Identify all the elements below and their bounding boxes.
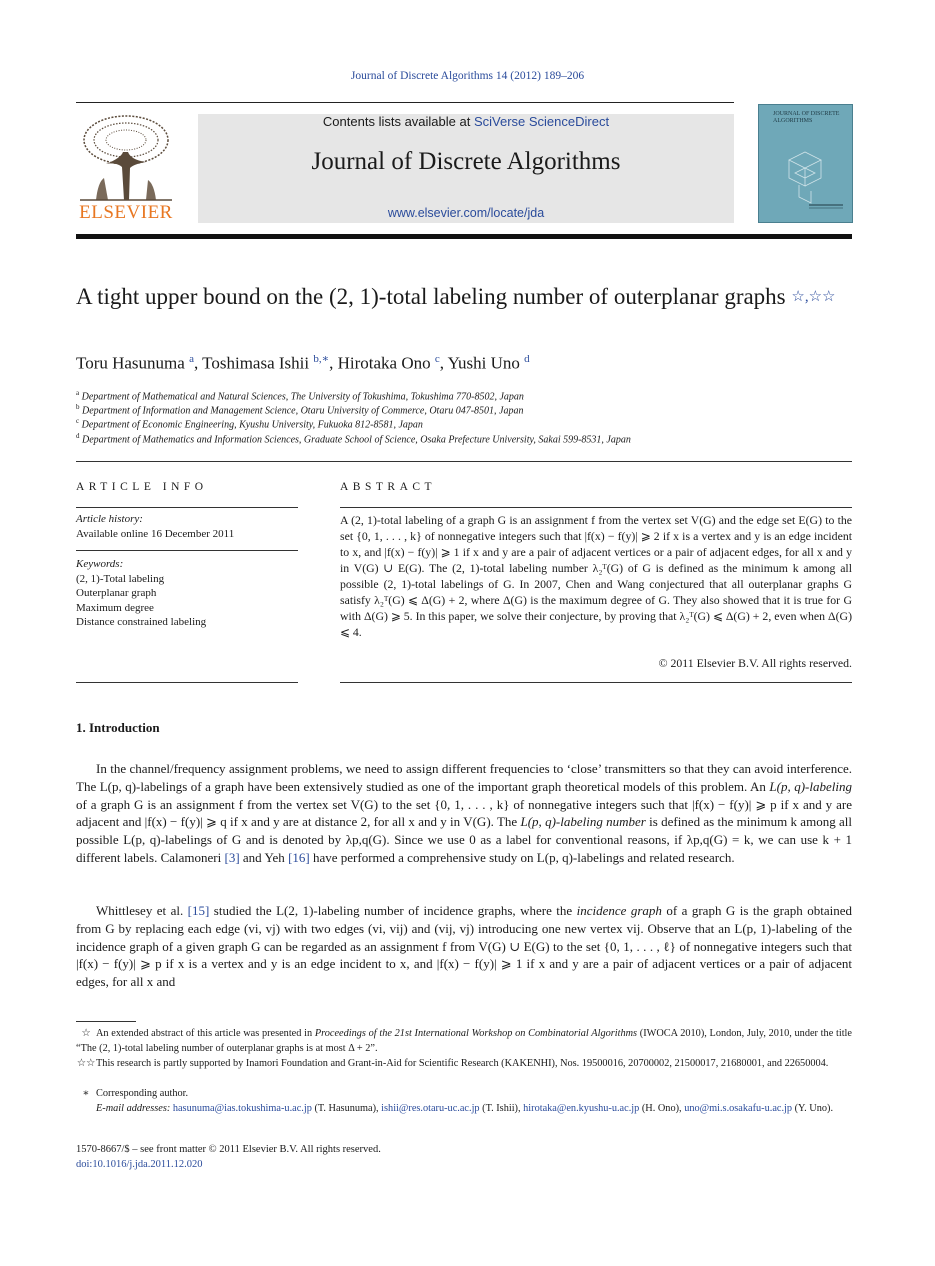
venue-name: Proceedings of the 21st International Workshop on Combinatorial Algorithms [314, 1028, 638, 1039]
paper-title-text: A tight upper bound on the (2, 1)-total labeling number of outerplanar graphs [76, 284, 786, 309]
author-name: Hirotaka Ono [337, 353, 431, 373]
email-link[interactable]: uno@mi.s.osakafu-u.ac.jp [684, 1103, 793, 1114]
journal-name: Journal of Discrete Algorithms [311, 148, 621, 175]
divider [76, 550, 298, 551]
text-run: An extended abstract of this article was presented in [96, 1028, 315, 1039]
affiliation-mark: b [76, 403, 80, 411]
elsevier-tree-icon [76, 112, 176, 202]
text-run: This research is partly supported by Inamori Foundation and Grant-in-Aid for Scientific Research (KAKENHI), Nos. 19500016, 20700002, 21500017, 21680001, and 22650004. [96, 1058, 829, 1069]
affiliation-b [76, 403, 852, 416]
author-affiliation-mark[interactable]: c [434, 353, 440, 365]
footnote-mark: ☆ [81, 1028, 91, 1039]
email-link[interactable]: hirotaka@en.kyushu-u.ac.jp [523, 1103, 640, 1114]
defined-term: L(p, q)-labeling [769, 778, 852, 794]
keyword: Maximum degree [76, 601, 154, 614]
history-label: Article history: [76, 513, 143, 525]
elsevier-wordmark: ELSEVIER [79, 202, 173, 223]
email-owner: (T. Ishii), [479, 1103, 524, 1114]
abstract-heading: ABSTRACT [340, 481, 437, 493]
author-name: Toshimasa Ishii [202, 353, 310, 373]
front-matter-line: 1570-8667/$ – see front matter © 2011 Elsevier B.V. All rights reserved. [76, 1144, 381, 1155]
history-value: Available online 16 December 2011 [76, 527, 235, 540]
author-affiliation-mark[interactable]: b,∗ [313, 353, 330, 365]
affiliation-text: Department of Economic Engineering, Kyushu University, Fukuoka 812-8581, Japan [81, 419, 423, 431]
elsevier-logo[interactable] [76, 112, 176, 224]
affiliation-mark: d [76, 432, 80, 440]
defined-term: L(p, q)-labeling number [520, 814, 646, 830]
text-run: Corresponding author. [96, 1088, 189, 1099]
text-run: In the channel/frequency assignment problems, we need to assign different frequencies to ‘close’ transmitters so that they can avoid interference. The L(p, q)-labelings of a graph have been extensively studied as one of the important graph theoretical models of this problem. An [76, 761, 852, 794]
affiliation-d [76, 432, 852, 445]
footnote-1 [76, 1026, 852, 1056]
text-run: have performed a comprehensive study on L(p, q)-labelings and related research. [309, 849, 735, 865]
affiliation-text: Department of Information and Management Science, Otaru University of Commerce, Otaru 047-8501, Japan [82, 405, 524, 417]
contents-prefix: Contents lists available at [322, 114, 474, 129]
author-affiliation-mark[interactable]: d [524, 353, 530, 365]
text-run: (IWOCA 2010), London, July, 2010, under the title “The (2, 1)-total labeling number of outerplanar graphs is at most Δ + 2”. [76, 1028, 852, 1054]
email-addresses [76, 1101, 852, 1116]
keywords-label: Keywords: [76, 558, 124, 570]
affiliation-mark: a [76, 389, 80, 397]
cover-cube-graphic [759, 105, 852, 222]
intro-paragraph-2 [76, 902, 852, 991]
footnote-2 [76, 1056, 852, 1071]
affiliation-text: Department of Mathematics and Information Sciences, Graduate School of Science, Osaka Prefecture University, Sakai 599-8531, Japan [82, 434, 631, 446]
email-label: E-mail addresses: [96, 1103, 171, 1114]
footnote-3 [76, 1086, 852, 1101]
journal-url-link[interactable]: www.elsevier.com/locate/jda [387, 206, 545, 220]
article-info-heading: ARTICLE INFO [76, 481, 208, 493]
divider [76, 507, 298, 508]
divider [76, 682, 298, 683]
email-owner: (Y. Uno). [792, 1103, 834, 1114]
divider [340, 507, 852, 508]
author-list: Toru Hasunuma $^a$, Toshimasa Ishii $^{b,∗}$, Hirotaka Ono $^c$, Yushi Uno $^d$ [76, 353, 530, 373]
header-rule [76, 102, 734, 103]
defined-term: incidence graph [576, 903, 662, 918]
text-run: of a graph G is an assignment f from the vertex set V(G) to the set {0, 1, . . . , k} of nonnegative integers such that |f(x) − f(y)| ⩾ p if x and y are adjacent and |f(x) − f(y)| ⩾ q if x and y are at distance 2, for all x and y in V(G). The [76, 796, 852, 830]
footnote-mark: ∗ [82, 1088, 90, 1099]
author-name: Yushi Uno [447, 353, 520, 373]
section-heading-introduction: 1. Introduction [76, 720, 160, 735]
email-link[interactable]: ishii@res.otaru-uc.ac.jp [381, 1103, 480, 1114]
abstract-copyright: © 2011 Elsevier B.V. All rights reserved. [658, 656, 852, 670]
author-affiliation-mark[interactable]: a [189, 353, 194, 365]
citation-link[interactable]: [16] [288, 849, 310, 865]
keyword: Outerplanar graph [76, 587, 157, 599]
divider [340, 682, 852, 683]
journal-citation[interactable]: Journal of Discrete Algorithms 14 (2012) 189–206 [350, 70, 585, 82]
intro-paragraph-1 [76, 760, 852, 867]
affiliation-c [76, 417, 852, 430]
title-footnote-marks[interactable]: ☆,☆☆ [791, 289, 836, 305]
text-run: is defined as the minimum k among all possible L(p, q)-labelings of G and is denoted by λp,q(G). Since we use 0 as a label for conventional reasons, if λp,q(G) = k, we can use k + 1 different labels. Calamoneri [76, 814, 852, 865]
email-owner: (H. Ono), [639, 1103, 685, 1114]
cover-title: JOURNAL OF DISCRETE ALGORITHMS [773, 111, 840, 124]
footnote-rule [76, 1021, 136, 1022]
affiliation-text: Department of Mathematical and Natural Sciences, The University of Tokushima, Tokushima 770-8502, Japan [81, 391, 524, 403]
affiliation-a [76, 389, 852, 402]
header-thick-rule [76, 234, 852, 239]
email-link[interactable]: hasunuma@ias.tokushima-u.ac.jp [172, 1103, 312, 1114]
keyword: (2, 1)-Total labeling [76, 572, 165, 585]
sciverse-link[interactable]: SciVerse ScienceDirect [473, 114, 610, 129]
abstract-text: A (2, 1)-total labeling of a graph G is an assignment f from the vertex set V(G) and the edge set E(G) to the set {0, 1, . . . , k} of nonnegative integers such that |f(x) − f(y)| ⩾ 2 if x is a vertex and y is an edge incident to x, and |f(x) − f(y)| ⩾ 1 if x and y are a pair of adjacent vertices or a pair of adjacent edges, for all x and y in V(G) ∪ E(G). The (2, 1)-total labeling number λ₂ᵀ(G) of G is defined as the minimum k among all possible (2, 1)-total labelings of G. In 2007, Chen and Wang conjectured that all outerplanar graphs G satisfy λ₂ᵀ(G) ⩽ Δ(G) + 2, where Δ(G) is the maximum degree of G. They also showed that it is true for G with Δ(G) ⩾ 5. In this paper, we solve their conjecture, by proving that λ₂ᵀ(G) ⩽ Δ(G) + 2, even when Δ(G) ⩽ 4. [340, 513, 852, 639]
front-matter-block [76, 1143, 576, 1172]
email-owner: (T. Hasunuma), [311, 1103, 382, 1114]
text-run: of a graph G is the graph obtained from G by replacing each edge (vi, vj) with two edges (vi, vij) and (vij, vj) introducing one new vertex vij. Observe that an L(p, 1)-labeling of the incidence graph of a given graph G can be regarded as an assignment f from V(G) ∪ E(G) to the set {0, 1, . . . , ℓ} of nonnegative integers such that |f(x) − f(y)| ⩾ p if x is a vertex and y is an edge incident to x, and |f(x) − f(y)| ⩾ 1 if x and y are a pair of adjacent vertices or a pair of adjacent edges, for all x and [76, 903, 852, 990]
journal-masthead [198, 114, 734, 223]
citation-link[interactable]: [15] [187, 903, 210, 918]
text-run: Whittlesey et al. [96, 903, 188, 918]
doi-link[interactable]: doi:10.1016/j.jda.2011.12.020 [76, 1158, 203, 1170]
text-run: studied the L(2, 1)-labeling number of incidence graphs, where the [209, 903, 577, 918]
citation-link[interactable]: [3] [224, 849, 240, 865]
footnote-mark: ☆☆ [76, 1058, 96, 1069]
text-run: and Yeh [239, 849, 289, 865]
author-name: Toru Hasunuma [76, 353, 185, 373]
affiliation-mark: c [76, 417, 80, 425]
journal-cover-thumbnail[interactable] [758, 104, 853, 223]
contents-availability [198, 114, 734, 129]
keyword: Distance constrained labeling [76, 616, 207, 628]
divider [76, 461, 852, 462]
paper-title [76, 283, 852, 311]
article-info [76, 512, 298, 630]
